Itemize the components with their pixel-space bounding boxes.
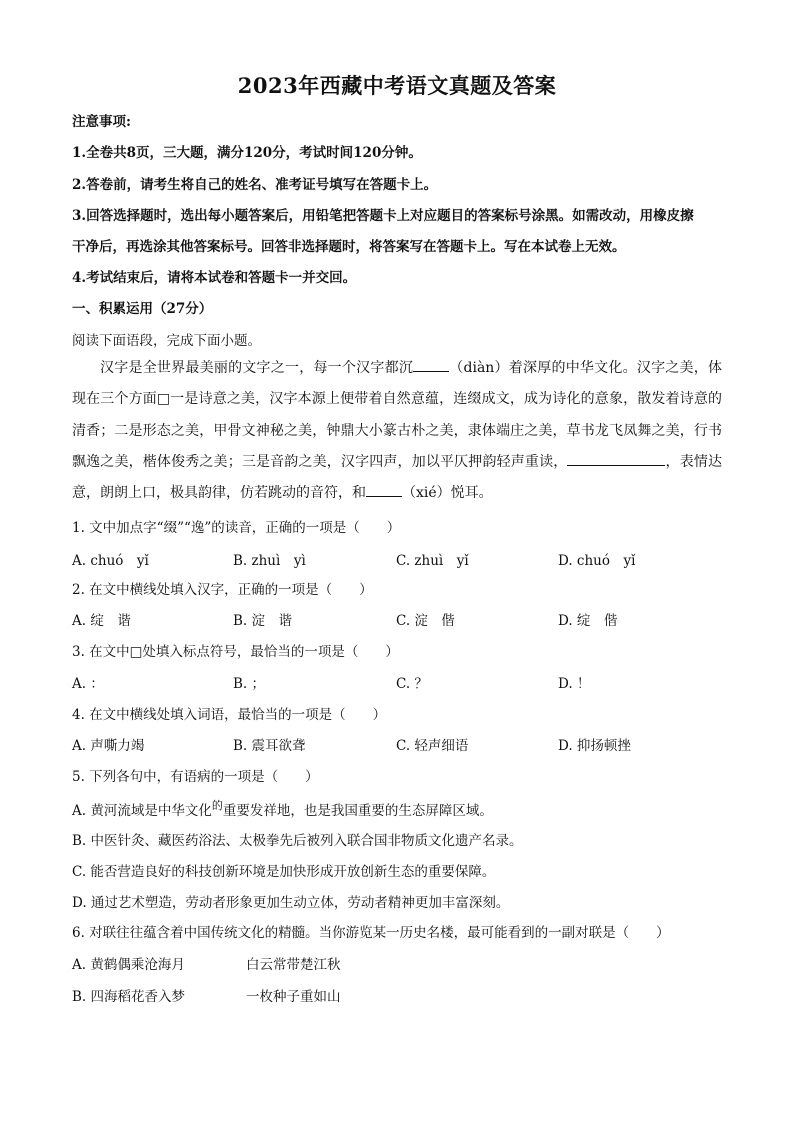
q5-option-b: B. 中医针灸、藏医药浴法、太极拳先后被列入联合国非物质文化遗产名录。 bbox=[72, 833, 523, 849]
q3-option-c: C. ？ bbox=[396, 676, 428, 692]
q3-option-d: D. ！ bbox=[558, 676, 591, 692]
q5-option-a-tail: 重要发祥地，也是我国重要的生态屏障区域。 bbox=[222, 803, 493, 819]
q5-option-a-superscript: 的 bbox=[211, 799, 223, 812]
notice-item-2: 2.答卷前，请考生将自己的姓名、准考证号填写在答题卡上。 bbox=[72, 177, 438, 193]
q6-option-a-right: 白云常带楚江秋 bbox=[246, 957, 341, 973]
notice-item-4: 4.考试结束后，请将本试卷和答题卡一并交回。 bbox=[72, 270, 357, 286]
q4-option-d: D. 抑扬顿挫 bbox=[558, 738, 631, 754]
q3-option-b: B. ； bbox=[233, 676, 266, 692]
question-2-stem: 2. 在文中横线处填入汉字，正确的一项是（ ） bbox=[72, 582, 373, 598]
q4-option-a: A. 声嘶力竭 bbox=[72, 738, 145, 754]
q4-option-c: C. 轻声细语 bbox=[396, 738, 469, 754]
q2-option-b: B. 淀 谐 bbox=[233, 613, 293, 629]
q1-option-b: B. zhuì yì bbox=[233, 553, 306, 569]
q6-option-a bbox=[72, 953, 722, 973]
page-title: 2023年西藏中考语文真题及答案 bbox=[237, 73, 557, 98]
question-4-stem: 4. 在文中横线处填入词语，最恰当的一项是（ ） bbox=[72, 707, 387, 723]
blank-3 bbox=[366, 482, 402, 497]
q1-option-a: A. chuó yǐ bbox=[72, 553, 149, 569]
notice-item-1: 1.全卷共8页，三大题，满分120分，考试时间120分钟。 bbox=[72, 145, 422, 161]
notice-heading: 注意事项: bbox=[72, 114, 131, 130]
q5-option-d: D. 通过艺术塑造，劳动者形象更加生动立体，劳动者精神更加丰富深刻。 bbox=[72, 895, 510, 911]
notice-item-3-cont: 干净后，再选涂其他答案标号。回答非选择题时，将答案写在答题卡上。写在本试卷上无效。 bbox=[72, 239, 626, 255]
q6-option-b-left: B. 四海稻花香入梦 bbox=[72, 989, 186, 1005]
reading-passage bbox=[72, 353, 722, 509]
q5-option-a-text: A. 黄河流域是中华文化 bbox=[72, 803, 212, 819]
q5-option-a bbox=[72, 799, 493, 819]
question-6-stem: 6. 对联往往蕴含着中国传统文化的精髓。当你游览某一历史名楼，最可能看到的一副对联是（ ） bbox=[72, 925, 670, 941]
q2-option-d: D. 绽 偕 bbox=[558, 613, 618, 629]
q2-option-c: C. 淀 偕 bbox=[396, 613, 455, 629]
passage-part-1: 汉字是全世界最美丽的文字之一，每一个汉字都沉 bbox=[100, 360, 414, 376]
reading-instruction: 阅读下面语段，完成下面小题。 bbox=[72, 333, 261, 349]
q5-option-c: C. 能否营造良好的科技创新环境是加快形成开放创新生态的重要保障。 bbox=[72, 864, 496, 880]
q1-option-d: D. chuó yǐ bbox=[558, 553, 636, 569]
q3-option-a: A. ： bbox=[72, 676, 104, 692]
passage-part-4: （xié）悦耳。 bbox=[402, 485, 493, 502]
q1-option-c: C. zhuì yǐ bbox=[396, 553, 469, 569]
section-heading: 一、积累运用（27分） bbox=[72, 301, 213, 317]
blank-2 bbox=[567, 451, 665, 466]
q2-option-a: A. 绽 谐 bbox=[72, 613, 131, 629]
question-5-stem: 5. 下列各句中，有语病的一项是（ ） bbox=[72, 769, 319, 785]
passage-part-3: ，表情达意，朗朗上口，极具韵律，仿若跳动的音符，和 bbox=[72, 453, 723, 502]
passage-part-2: （diàn）着深厚的中华文化。汉字之美，体现在三个方面□一是诗意之美，汉字本源上便带着自然意蕴，连缀成文，成为诗化的意象，散发着诗意的清香；二是形态之美，甲骨文神秘之美，钟鼎大小篆古朴之美，隶体端庄之美，草书龙飞凤舞之美，行书飘逸之美，楷体俊秀之美；三是音韵之美，汉字四声，加以平仄押韵轻声重读， bbox=[72, 360, 722, 470]
q6-option-a-left: A. 黄鹤偶乘沧海月 bbox=[72, 957, 185, 973]
q6-option-b-right: 一枚种子重如山 bbox=[246, 989, 341, 1005]
blank-1 bbox=[413, 357, 449, 372]
notice-item-3: 3.回答选择题时，选出每小题答案后，用铅笔把答题卡上对应题目的答案标号涂黑。如需改动，用橡皮擦 bbox=[72, 208, 694, 224]
question-1-stem: 1. 文中加点字“缀”“逸”的读音，正确的一项是（ ） bbox=[72, 520, 401, 536]
q6-option-b bbox=[72, 985, 722, 1005]
question-3-stem: 3. 在文中□处填入标点符号，最恰当的一项是（ ） bbox=[72, 644, 399, 660]
q4-option-b: B. 震耳欲聋 bbox=[233, 738, 306, 754]
